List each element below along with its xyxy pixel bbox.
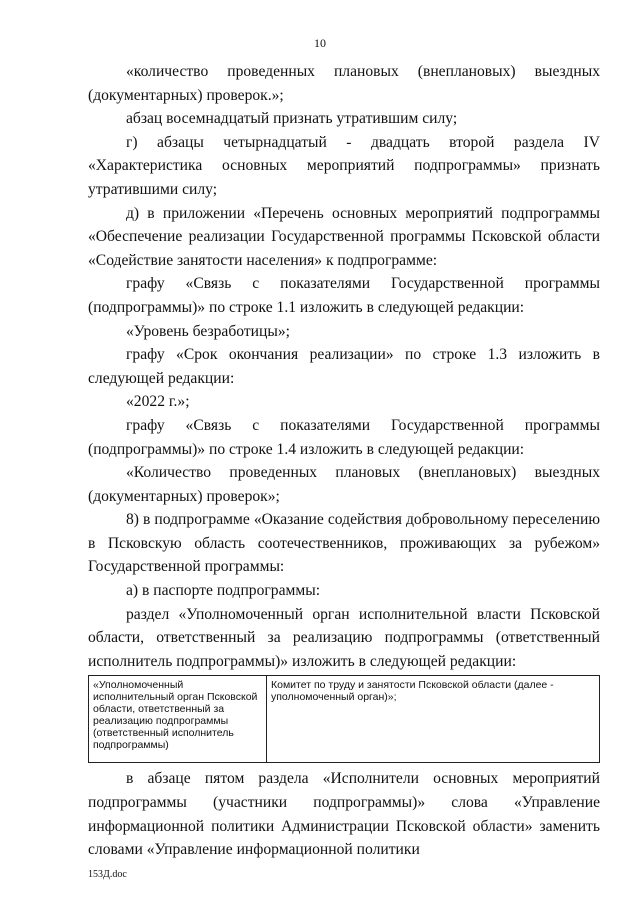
paragraph: в абзаце пятом раздела «Исполнители основных мероприятий подпрограммы (участники подпрограммы)» слова «Управление информационной политики Администрации Псковской области» заменить словами «Управление информационной политики xyxy=(88,770,600,859)
document-body xyxy=(88,60,600,862)
paragraph: графу «Связь с показателями Государственной программы (подпрограммы)» по строке 1.1 изложить в следующей редакции: xyxy=(88,275,600,316)
paragraph: «Уровень безработицы»; xyxy=(126,322,290,340)
paragraph: 8) в подпрограмме «Оказание содействия добровольному переселению в Псковскую область соотечественников, проживающих за рубежом» Государственной программы: xyxy=(88,511,600,576)
paragraph: г) абзацы четырнадцатый - двадцать второй раздела IV «Характеристика основных мероприятий подпрограммы» признать утратившими силу; xyxy=(88,133,600,198)
file-name-footer: 153Д.doc xyxy=(88,869,127,880)
paragraph: раздел «Уполномоченный орган исполнительной власти Псковской области, ответственный за реализацию подпрограммы (ответственный исполнитель подпрограммы)» изложить в следующей редакции: xyxy=(88,605,600,670)
table-cell-value: Комитет по труду и занятости Псковской области (далее - уполномоченный орган)»; xyxy=(271,679,554,704)
paragraph: графу «Срок окончания реализации» по строке 1.3 изложить в следующей редакции: xyxy=(88,346,600,387)
paragraph: д) в приложении «Перечень основных мероприятий подпрограммы «Обеспечение реализации Государственной программы Псковской области «Содействие занятости населения» к подпрограмме: xyxy=(88,204,600,269)
responsible-authority-table xyxy=(88,675,600,763)
paragraph: абзац восемнадцатый признать утратившим силу; xyxy=(126,110,458,128)
page-number: 10 xyxy=(314,36,326,50)
paragraph: «количество проведенных плановых (внеплановых) выездных (документарных) проверок.»; xyxy=(88,63,600,104)
paragraph: графу «Связь с показателями Государственной программы (подпрограммы)» по строке 1.4 изложить в следующей редакции: xyxy=(88,416,600,458)
paragraphs-after-table xyxy=(88,767,600,861)
table-cell-label: «Уполномоченный исполнительный орган Псковской области, ответственный за реализацию подпрограммы (ответственный исполнитель подпрограммы) xyxy=(89,676,267,762)
paragraph: а) в паспорте подпрограммы: xyxy=(126,582,321,600)
paragraphs-before-table xyxy=(88,60,600,673)
paragraph: «2022 г.»; xyxy=(126,393,190,411)
paragraph: «Количество проведенных плановых (внеплановых) выездных (документарных) проверок»; xyxy=(88,464,600,505)
